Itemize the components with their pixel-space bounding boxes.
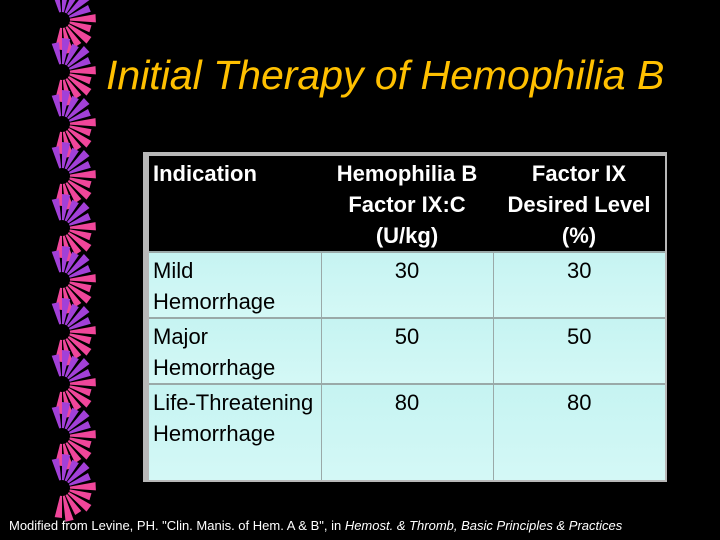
indication-cell: Mild Hemorrhage xyxy=(149,252,321,318)
spiral-segment xyxy=(55,496,62,518)
citation-footer xyxy=(9,518,714,533)
table-row xyxy=(149,384,665,480)
table-row xyxy=(149,252,665,318)
desired-level-cell: 80 xyxy=(493,384,665,480)
therapy-table-frame xyxy=(143,152,667,482)
citation-text: Modified from Levine, PH. "Clin. Manis. of Hem. A & B", in xyxy=(9,518,345,533)
slide-title: Initial Therapy of Hemophilia B xyxy=(106,52,665,98)
factor-ixc-cell: 30 xyxy=(321,252,493,318)
table-header-row xyxy=(149,156,665,252)
table-row xyxy=(149,318,665,384)
citation-italic-text: Hemost. & Thromb, Basic Principles & Practices xyxy=(344,518,623,533)
therapy-table xyxy=(149,156,665,480)
spiral-segment xyxy=(52,0,62,13)
desired-level-cell: 30 xyxy=(493,252,665,318)
desired-level-cell: 50 xyxy=(493,318,665,384)
factor-ixc-cell: 50 xyxy=(321,318,493,384)
header-desired-level: Factor IX Desired Level (%) xyxy=(493,156,665,252)
indication-cell: Major Hemorrhage xyxy=(149,318,321,384)
spiral-decoration xyxy=(18,0,98,540)
header-factor-ixc: Hemophilia B Factor IX:C (U/kg) xyxy=(321,156,493,252)
factor-ixc-cell: 80 xyxy=(321,384,493,480)
indication-cell: Life-Threatening Hemorrhage xyxy=(149,384,321,480)
header-indication: Indication xyxy=(149,156,321,252)
